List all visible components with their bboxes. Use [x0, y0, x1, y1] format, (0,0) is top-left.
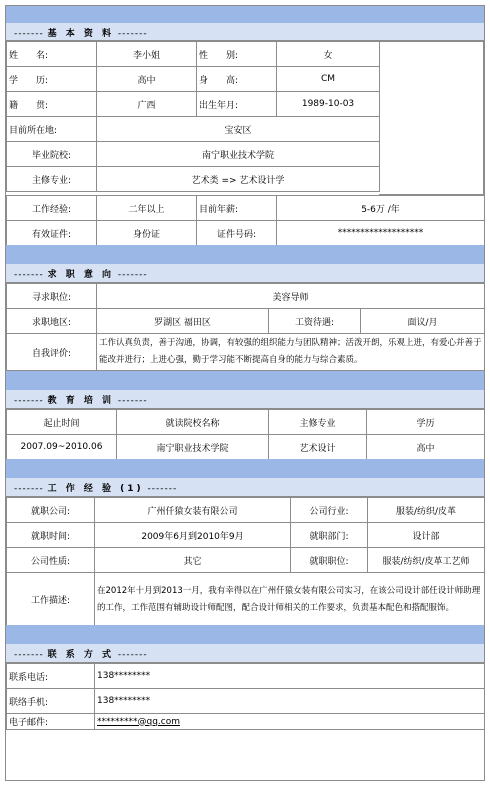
birth-value: 1989-10-03	[277, 92, 380, 117]
phone-label: 联系电话:	[7, 664, 95, 689]
section-title: ------- 联 系 方 式 -------	[14, 650, 148, 660]
gender-label: 性 别:	[197, 42, 277, 67]
id-number-value: *******************	[277, 221, 485, 246]
area-label: 求职地区:	[7, 309, 97, 334]
resume-page	[5, 5, 485, 781]
major-label: 主修专业:	[7, 167, 97, 192]
experience-label: 工作经验:	[7, 196, 97, 221]
section-title: ------- 工 作 经 验 (1) -------	[14, 484, 178, 494]
edu-degree: 高中	[367, 435, 485, 460]
height-label: 身 高:	[197, 67, 277, 92]
position-label: 寻求职位:	[7, 284, 97, 309]
basic-info-table-2	[6, 195, 485, 246]
pay-value: 面议/月	[361, 309, 485, 334]
edu-header-school: 就读院校名称	[117, 410, 269, 435]
industry-value: 服装/纺织/皮革	[368, 498, 485, 523]
work-table	[6, 497, 485, 627]
section-band	[6, 6, 484, 23]
mobile-value: 138********	[95, 689, 485, 714]
photo-placeholder	[379, 41, 484, 195]
email-label: 电子邮件:	[7, 714, 95, 730]
table-row	[7, 435, 485, 460]
name-value: 李小姐	[97, 42, 197, 67]
desc-value: 在2012年十月到2013一月，我有幸得以在广州仟猿女装有限公司实习，在该公司设计部任设计师助理的工作，工作范围有辅助设计师配图，配合设计师相关的工作要求，负责基本配色和搭配服饰。	[95, 573, 485, 627]
section-header-work	[6, 478, 484, 497]
nature-label: 公司性质:	[7, 548, 95, 573]
school-label: 毕业院校:	[7, 142, 97, 167]
edu-header-period: 起止时间	[7, 410, 117, 435]
contact-table	[6, 663, 485, 730]
company-label: 就职公司:	[7, 498, 95, 523]
role-value: 服装/纺织/皮革工艺师	[368, 548, 485, 573]
name-label: 姓 名:	[7, 42, 97, 67]
industry-label: 公司行业:	[291, 498, 368, 523]
section-band	[6, 371, 484, 390]
dept-label: 就职部门:	[291, 523, 368, 548]
education-table	[6, 409, 485, 460]
section-band	[6, 459, 484, 478]
position-value: 美容导师	[97, 284, 485, 309]
pay-label: 工资待遇:	[269, 309, 361, 334]
school-value: 南宁职业技术学院	[97, 142, 380, 167]
mobile-label: 联络手机:	[7, 689, 95, 714]
edu-school: 南宁职业技术学院	[117, 435, 269, 460]
section-band	[6, 245, 484, 264]
section-title: ------- 教 育 培 训 -------	[14, 396, 148, 406]
table-row	[7, 410, 485, 435]
location-label: 目前所在地:	[7, 117, 97, 142]
edu-header-major: 主修专业	[269, 410, 367, 435]
id-number-label: 证件号码:	[197, 221, 277, 246]
basic-info-table	[6, 41, 380, 192]
phone-value: 138********	[95, 664, 485, 689]
section-header-contact	[6, 644, 484, 663]
section-header-education	[6, 390, 484, 409]
height-value: CM	[277, 67, 380, 92]
location-value: 宝安区	[97, 117, 380, 142]
section-header-basic	[6, 23, 484, 41]
email-link[interactable]: *********@qq.com	[97, 716, 181, 727]
company-value: 广州仟猿女装有限公司	[95, 498, 291, 523]
email-cell	[95, 714, 485, 730]
area-value: 罗湖区 福田区	[97, 309, 269, 334]
education-label: 学 历:	[7, 67, 97, 92]
self-eval-label: 自我评价:	[7, 334, 97, 371]
time-value: 2009年6月到2010年9月	[95, 523, 291, 548]
desc-label: 工作描述:	[7, 573, 95, 627]
origin-label: 籍 贯:	[7, 92, 97, 117]
self-eval-value: 工作认真负责，善于沟通，协调，有较强的组织能力与团队精神；活泼开朗，乐观上进，有爱心并善于能改并进行；上进心强，勤于学习能不断提高自身的能力与综合素质。	[97, 334, 485, 371]
experience-value: 二年以上	[97, 196, 197, 221]
edu-period: 2007.09~2010.06	[7, 435, 117, 460]
role-label: 就职职位:	[291, 548, 368, 573]
gender-value: 女	[277, 42, 380, 67]
dept-value: 设计部	[368, 523, 485, 548]
id-label: 有效证件:	[7, 221, 97, 246]
education-value: 高中	[97, 67, 197, 92]
section-band	[6, 625, 484, 644]
time-label: 就职时间:	[7, 523, 95, 548]
edu-major: 艺术设计	[269, 435, 367, 460]
origin-value: 广西	[97, 92, 197, 117]
section-title: ------- 基 本 资 料 -------	[14, 29, 148, 39]
section-header-intent	[6, 264, 484, 283]
birth-label: 出生年月:	[197, 92, 277, 117]
salary-label: 目前年薪:	[197, 196, 277, 221]
edu-header-degree: 学历	[367, 410, 485, 435]
salary-value: 5-6万 /年	[277, 196, 485, 221]
intent-table	[6, 283, 485, 371]
major-value: 艺术类 => 艺术设计学	[97, 167, 380, 192]
nature-value: 其它	[95, 548, 291, 573]
id-value: 身份证	[97, 221, 197, 246]
section-title: ------- 求 职 意 向 -------	[14, 270, 148, 280]
